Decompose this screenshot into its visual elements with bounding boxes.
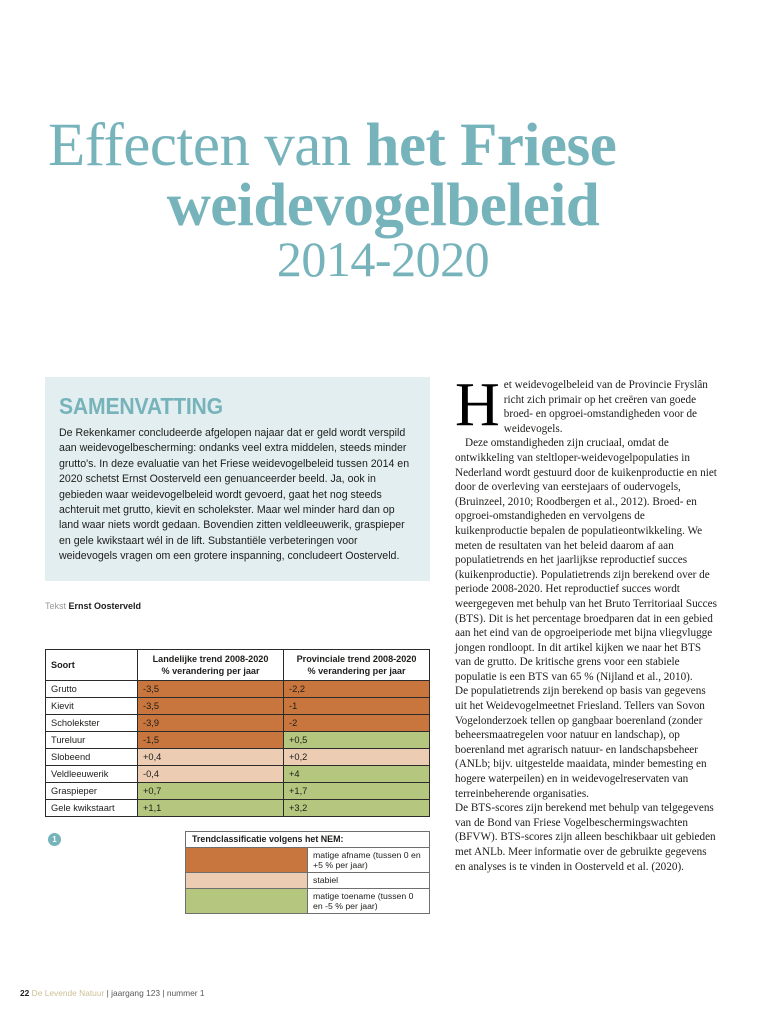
legend-header-row <box>186 831 430 847</box>
cell-provinciale-trend: +0,2 <box>284 748 430 765</box>
cell-species: Tureluur <box>46 731 138 748</box>
cell-species: Kievit <box>46 697 138 714</box>
cell-species: Gele kwikstaart <box>46 799 138 816</box>
legend-color-swatch <box>186 888 308 913</box>
cell-landelijke-trend: -0,4 <box>138 765 284 782</box>
table-row <box>46 731 430 748</box>
cell-provinciale-trend: -1 <box>284 697 430 714</box>
summary-text: De Rekenkamer concludeerde afgelopen najaar dat er geld wordt verspild aan weidevogelbescherming: ondanks veel extra middelen, steeds minder grutto's. In deze evaluatie van het Friese weidevogelbeleid tussen 2014 en 2020 schetst Ernst Oosterveld een genuanceerder beeld. Ja, ook in gebieden waar weidevogelbeleid wordt gevoerd, gaat het nog steeds achteruit met grutto, kievit en scholekster. Maar wel minder hard dan op land waar niets wordt gedaan. Bovendien zitten veldleeuwerik, graspieper en gele kwikstaart wél in de lift. Substantiële verbeteringen voor weidevogels vragen om een grotere inspanning, concludeert Oosterveld. <box>59 427 410 563</box>
cell-provinciale-trend: -2 <box>284 714 430 731</box>
header-provinciaal <box>284 649 430 680</box>
cell-provinciale-trend: +0,5 <box>284 731 430 748</box>
cell-provinciale-trend: +4 <box>284 765 430 782</box>
drop-cap: H <box>455 371 500 439</box>
cell-provinciale-trend: +1,7 <box>284 782 430 799</box>
cell-landelijke-trend: -1,5 <box>138 731 284 748</box>
left-column <box>45 377 430 909</box>
legend-item <box>186 847 430 872</box>
cell-landelijke-trend: +0,7 <box>138 782 284 799</box>
cell-landelijke-trend: -3,9 <box>138 714 284 731</box>
legend-item-label: matige afname (tussen 0 en +5 % per jaar) <box>308 847 430 872</box>
table-row <box>46 765 430 782</box>
byline-label: Tekst <box>45 600 67 611</box>
cell-landelijke-trend: -3,5 <box>138 680 284 697</box>
legend-item <box>186 872 430 888</box>
cell-species: Scholekster <box>46 714 138 731</box>
page-title <box>48 112 718 288</box>
trend-table-body <box>46 680 430 816</box>
figure-note-marker: 1 <box>48 833 61 846</box>
byline <box>45 601 430 611</box>
article-paragraph-2: Deze omstandigheden zijn cruciaal, omdat de ontwikkeling van steltloper-weidevogelpopulaties in Nederland wordt gestuurd door de kuikenproductie en niet door de overleving van eerstejaars of oudervogels, (Bruinzeel, 2010; Roodbergen et al., 2012). Broed- en opgroei-omstandigheden en vervolgens de kuikenproductie bepalen de populatieontwikkeling. We meten de resultaten van het beleid daarom af aan populatietrends en het jaarlijkse reproductief succes (kuikenproductie). Populatietrends zijn berekend over de periode 2008-2020. Het reproductief succes wordt weergegeven met behulp van het Bruto Territoriaal Succes (BTS). Dit is het percentage broedparen dat in een gebied aan het eind van de opgroeiperiode met bijna vliegvlugge jongen rondloopt. In dit artikel kijken we naar het BTS van de grutto. De kritische grens voor een stabiele populatie is een BTS van 65 % (Nijland et al., 2010). <box>455 437 717 683</box>
header-landelijk <box>138 649 284 680</box>
footer-volume-info: | jaargang 123 | nummer 1 <box>106 988 205 998</box>
legend-table-body <box>186 831 430 913</box>
trend-table-head <box>46 649 430 680</box>
title-line-1 <box>48 112 718 179</box>
summary-heading: SAMENVATTING <box>59 393 223 419</box>
legend-item-label: stabiel <box>308 872 430 888</box>
legend-item-label: matige toename (tussen 0 en -5 % per jaar) <box>308 888 430 913</box>
table-row <box>46 799 430 816</box>
cell-provinciale-trend: -2,2 <box>284 680 430 697</box>
summary-box <box>45 377 430 581</box>
trend-table <box>45 649 430 817</box>
cell-provinciale-trend: +3,2 <box>284 799 430 816</box>
cell-species: Grutto <box>46 680 138 697</box>
footer-magazine-name: De Levende Natuur <box>31 988 105 998</box>
byline-author: Ernst Oosterveld <box>68 600 142 611</box>
title-line-3: 2014-2020 <box>276 231 490 288</box>
article-paragraph-3: De populatietrends zijn berekend op basis van gegevens uit het Weidevogelmeetnet Friesland. Tellers van Sovon Vogelonderzoek tellen op gangbaar boerenland (zonder beheersmaatregelen voor natuur en landschap), op boerenland met agrarisch natuur- en landschapsbeheer (ANLb; bijv. uitgestelde maaidata, minder bemesting en hogere waterpeilen) en in weidevogelreservaten van terreinbeherende organisaties. <box>455 685 707 800</box>
legend-color-swatch <box>186 872 308 888</box>
legend-item <box>186 888 430 913</box>
legend-heading: Trendclassificatie volgens het NEM: <box>186 831 430 847</box>
footer-page-number: 22 <box>20 988 30 998</box>
table-row <box>46 680 430 697</box>
cell-species: Graspieper <box>46 782 138 799</box>
cell-landelijke-trend: -3,5 <box>138 697 284 714</box>
title-normal: Effecten van <box>48 112 366 179</box>
legend-color-swatch <box>186 847 308 872</box>
cell-species: Slobeend <box>46 748 138 765</box>
table-row <box>46 714 430 731</box>
header-landelijk-line2: % verandering per jaar <box>161 665 260 676</box>
header-landelijk-line1: Landelijke trend 2008-2020 <box>152 653 269 664</box>
header-soort: Soort <box>46 649 138 680</box>
article-paragraph-4: De BTS-scores zijn berekend met behulp van telgegevens van de Bond van Friese Vogelbeschermingswachten (BFVW). BTS-scores zijn alleen beschikbaar uit gebieden met ANLb. Meer informatie over de gebruikte gegevens en analyses is te vinden in Oosterveld et al. (2020). <box>455 802 716 873</box>
table-row <box>46 782 430 799</box>
cell-landelijke-trend: +0,4 <box>138 748 284 765</box>
legend-row <box>45 831 430 909</box>
table-header-row <box>46 649 430 680</box>
title-bold: het Friese <box>365 112 617 179</box>
cell-species: Veldleeuwerik <box>46 765 138 782</box>
table-row <box>46 748 430 765</box>
header-provinciaal-line2: % verandering per jaar <box>307 665 406 676</box>
legend-table <box>185 831 430 914</box>
header-provinciaal-line1: Provinciale trend 2008-2020 <box>296 653 417 664</box>
article-paragraph-1: et weidevogelbeleid van de Provincie Fryslân richt zich primair op het creëren van goede broed- en opgroei-omstandigheden voor de weidevogels. <box>503 379 708 435</box>
title-line-2: weidevogelbeleid <box>166 172 600 240</box>
table-row <box>46 697 430 714</box>
article-body <box>455 371 717 874</box>
cell-landelijke-trend: +1,1 <box>138 799 284 816</box>
page-footer <box>20 988 205 998</box>
